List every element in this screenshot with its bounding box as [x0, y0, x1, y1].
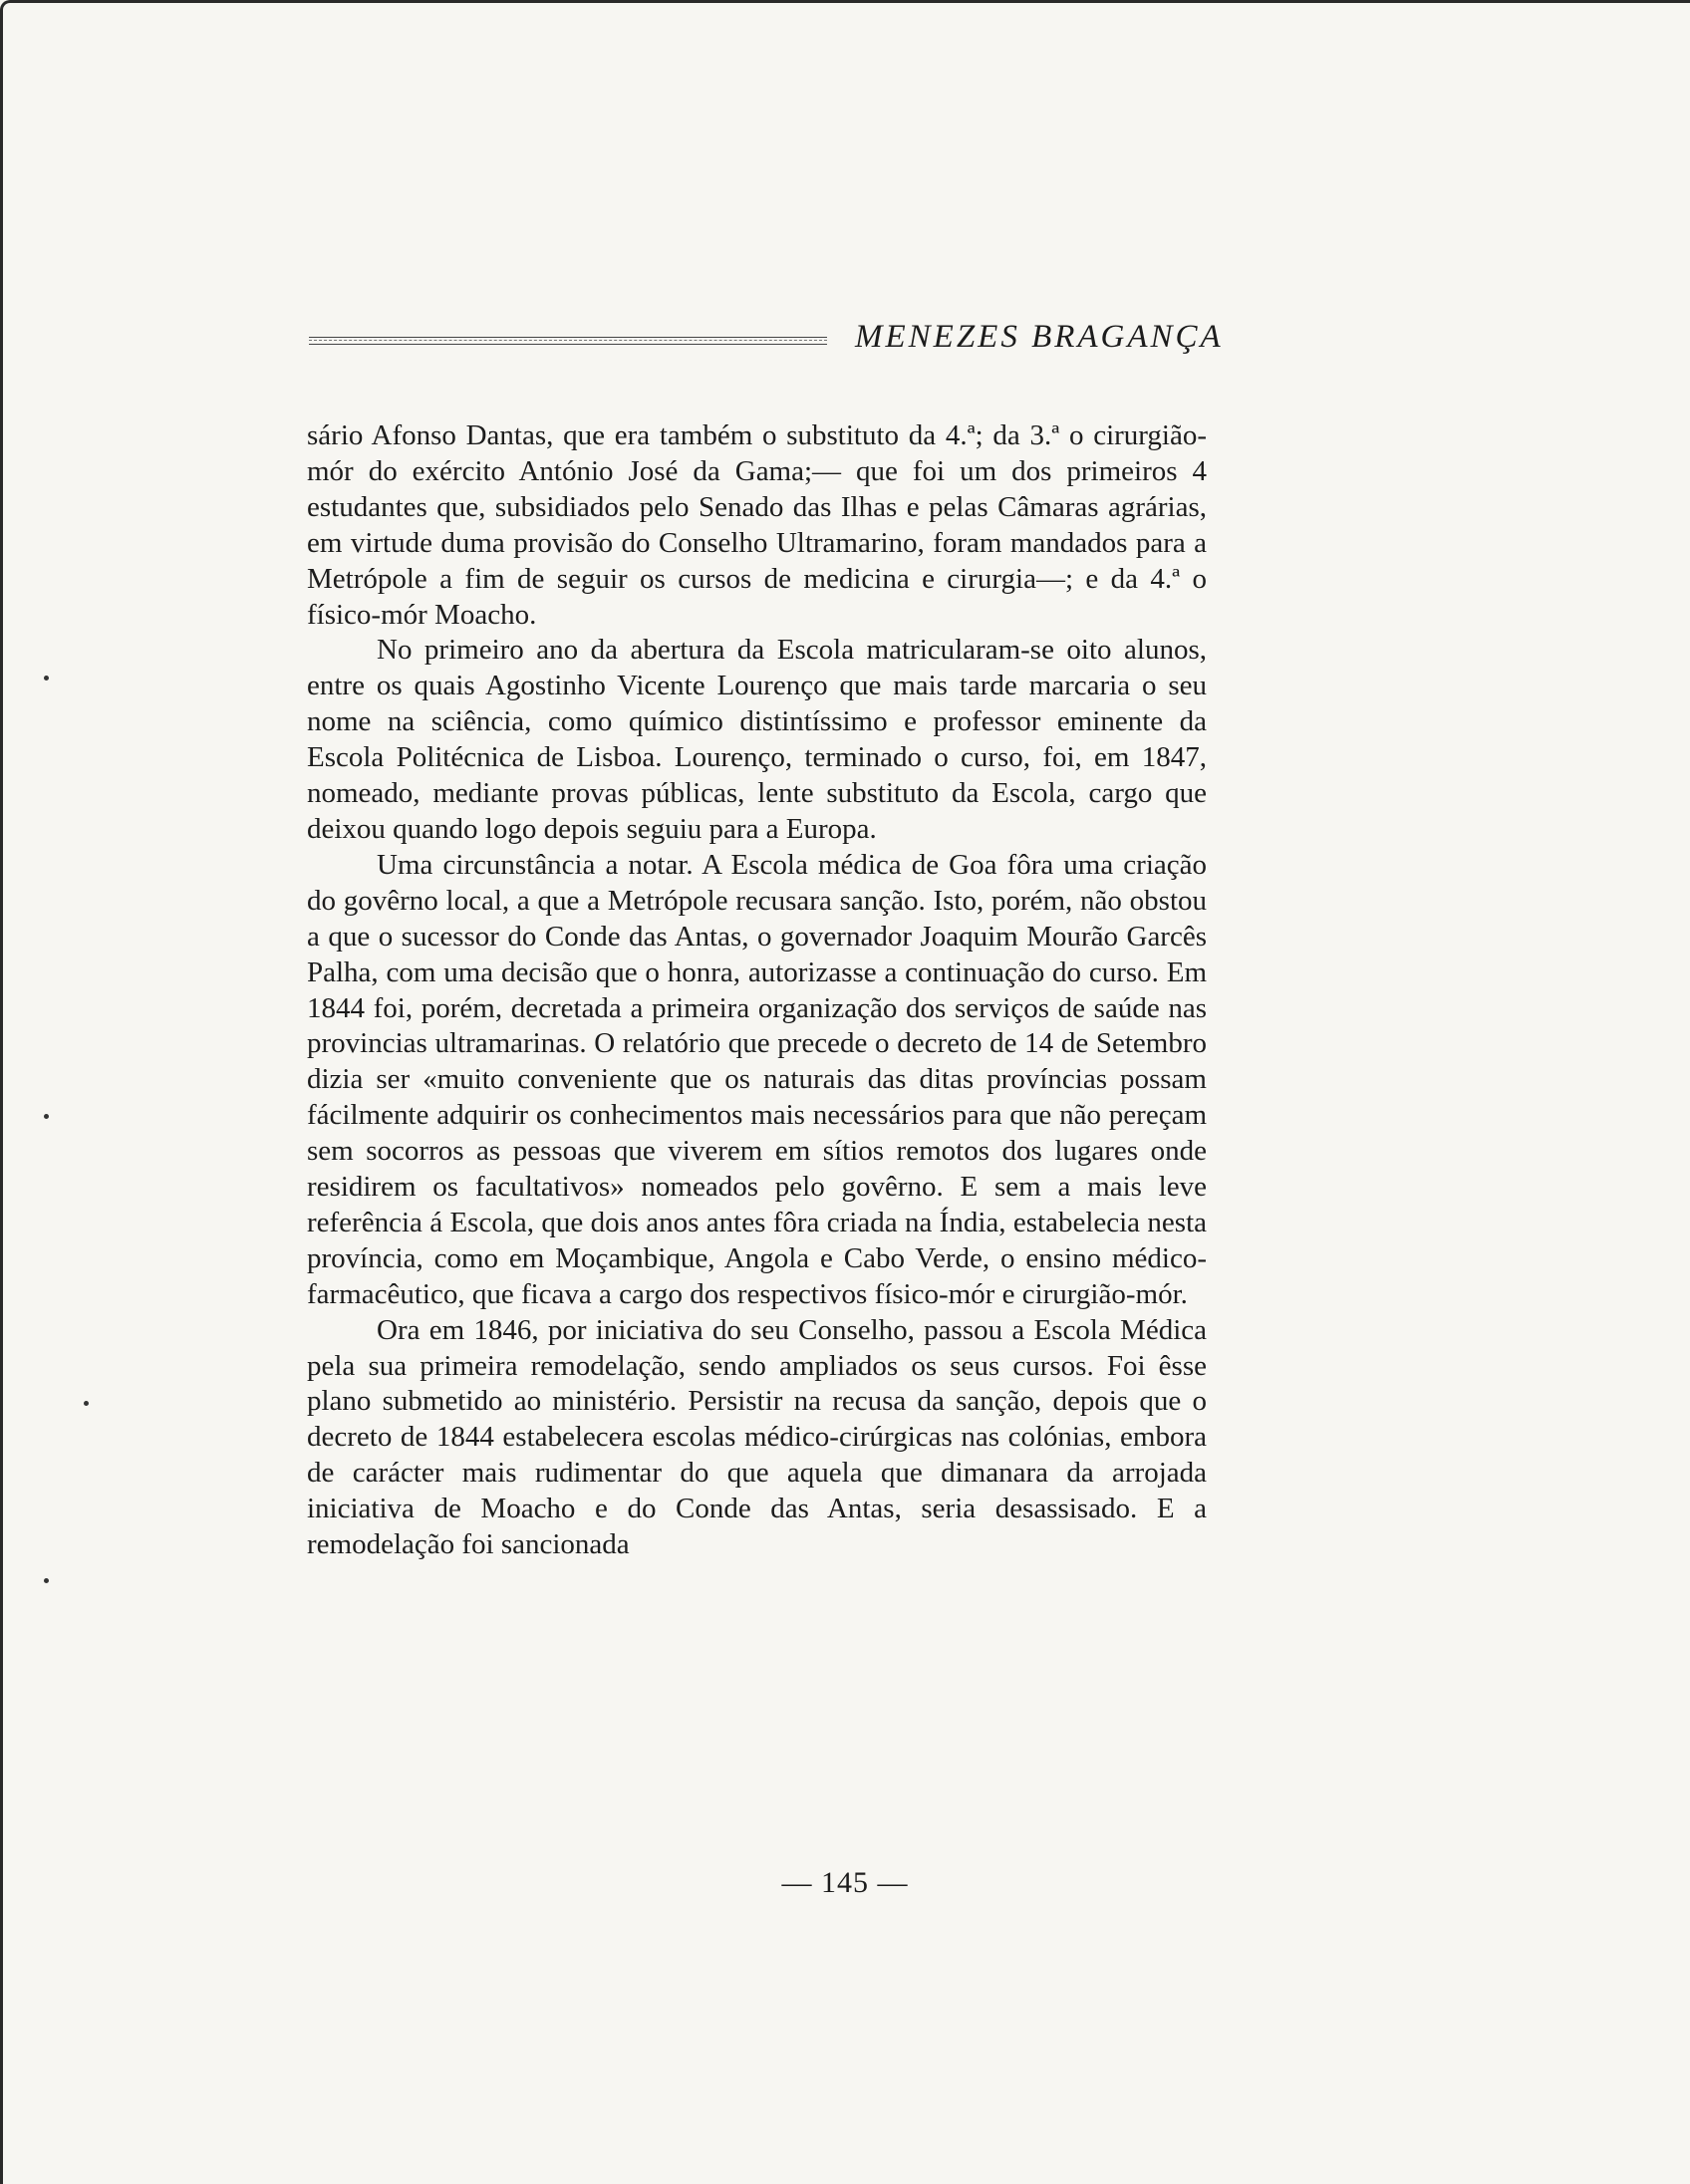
margin-speck	[84, 1401, 89, 1406]
margin-speck	[44, 1114, 49, 1119]
header-title: MENEZES BRAGANÇA	[855, 319, 1224, 355]
margin-speck	[44, 1578, 49, 1583]
body-text	[307, 418, 1207, 1563]
paragraph-3: Uma circunstância a notar. A Escola médica de Goa fôra uma criação do govêrno local, a que a Metrópole recusara sanção. Isto, porém, não obstou a que o sucessor do Conde das Antas, o governador Joaquim Mourão Garcês Palha, com uma decisão que o honra, autorizasse a continuação do curso. Em 1844 foi, porém, decretada a primeira organização dos serviços de saúde nas provincias ultramarinas. O relatório que precede o decreto de 14 de Setembro dizia ser «muito conveniente que os naturais das ditas províncias possam fácilmente adquirir os conhecimentos mais necessários para que não pereçam sem socorros as pessoas que viverem em sítios remotos dos lugares onde residirem os facultativos» nomeados pelo govêrno. E sem a mais leve referência á Escola, que dois anos antes fôra criada na Índia, estabelecia nesta província, como em Moçambique, Angola e Cabo Verde, o ensino médico-farmacêutico, que ficava a cargo dos respectivos físico-mór e cirurgião-mór.	[307, 848, 1207, 1310]
page-number: — 145 —	[781, 1866, 909, 1899]
header-rule	[309, 337, 827, 345]
paragraph-2: No primeiro ano da abertura da Escola matricularam-se oito alunos, entre os quais Agostinho Vicente Lourenço que mais tarde marcaria o seu nome na sciência, como químico distintíssimo e professor eminente da Escola Politécnica de Lisboa. Lourenço, terminado o curso, foi, em 1847, nomeado, mediante provas públicas, lente substituto da Escola, cargo que deixou quando logo depois seguiu para a Europa.	[307, 634, 1207, 845]
paragraph-1: sário Afonso Dantas, que era também o substituto da 4.ª; da 3.ª o cirurgião-mór do exército António José da Gama;— que foi um dos primeiros 4 estudantes que, subsidiados pelo Senado das Ilhas e pelas Câmaras agrárias, em virtude duma provisão do Conselho Ultramarino, foram mandados para a Metrópole a fim de seguir os cursos de medicina e cirurgia—; e da 4.ª o físico-mór Moacho.	[307, 419, 1207, 631]
running-header	[309, 319, 1224, 363]
paragraph-4: Ora em 1846, por iniciativa do seu Conselho, passou a Escola Médica pela sua primeira remodelação, sendo ampliados os seus cursos. Foi êsse plano submetido ao ministério. Persistir na recusa da sanção, depois que o decreto de 1844 estabelecera escolas médico-cirúrgicas nas colónias, embora de carácter mais rudimentar do que aquela que dimanara da arrojada iniciativa de Moacho e do Conde das Antas, seria desassisado. E a remodelação foi sancionada	[307, 1313, 1207, 1561]
margin-speck	[44, 676, 49, 681]
